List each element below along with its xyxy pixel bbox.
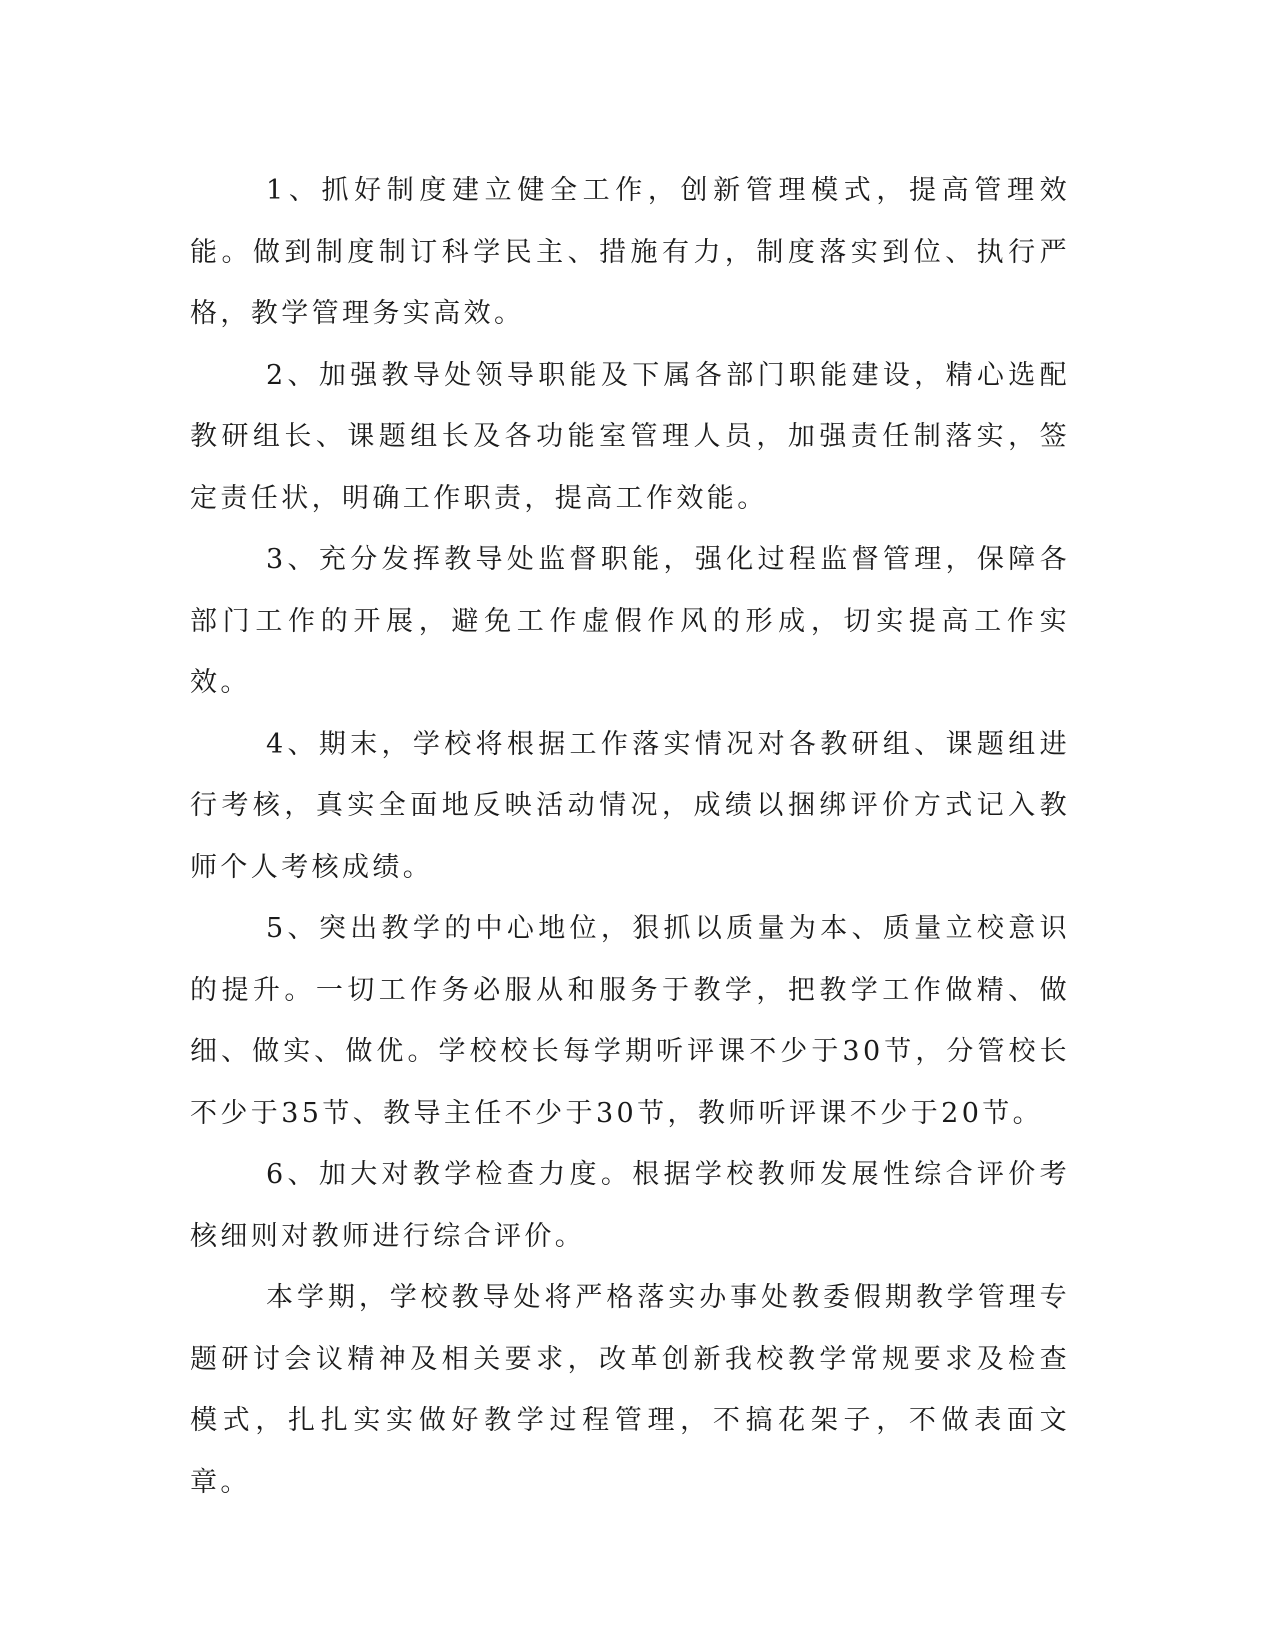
- document-body: [190, 160, 1070, 1513]
- paragraph-4: 4、期末，学校将根据工作落实情况对各教研组、课题组进行考核，真实全面地反映活动情况，成绩以捆绑评价方式记入教师个人考核成绩。: [190, 728, 1070, 883]
- paragraph-5: 5、突出教学的中心地位，狠抓以质量为本、质量立校意识的提升。一切工作务必服从和服务于教学，把教学工作做精、做细、做实、做优。学校校长每学期听评课不少于30节，分管校长不少于35节、教导主任不少于30节，教师听评课不少于20节。: [190, 913, 1070, 1129]
- paragraph-1: 1、抓好制度建立健全工作，创新管理模式，提高管理效能。做到制度制订科学民主、措施有力，制度落实到位、执行严格，教学管理务实高效。: [190, 175, 1070, 329]
- paragraph-2: 2、加强教导处领导职能及下属各部门职能建设，精心选配教研组长、课题组长及各功能室管理人员，加强责任制落实，签定责任状，明确工作职责，提高工作效能。: [190, 359, 1070, 514]
- paragraph-3: 3、充分发挥教导处监督职能，强化过程监督管理，保障各部门工作的开展，避免工作虚假作风的形成，切实提高工作实效。: [190, 544, 1070, 698]
- paragraph-6: 6、加大对教学检查力度。根据学校教师发展性综合评价考核细则对教师进行综合评价。: [190, 1159, 1070, 1252]
- paragraph-7: 本学期，学校教导处将严格落实办事处教委假期教学管理专题研讨会议精神及相关要求，改革创新我校教学常规要求及检查模式，扎扎实实做好教学过程管理，不搞花架子，不做表面文章。: [190, 1282, 1070, 1498]
